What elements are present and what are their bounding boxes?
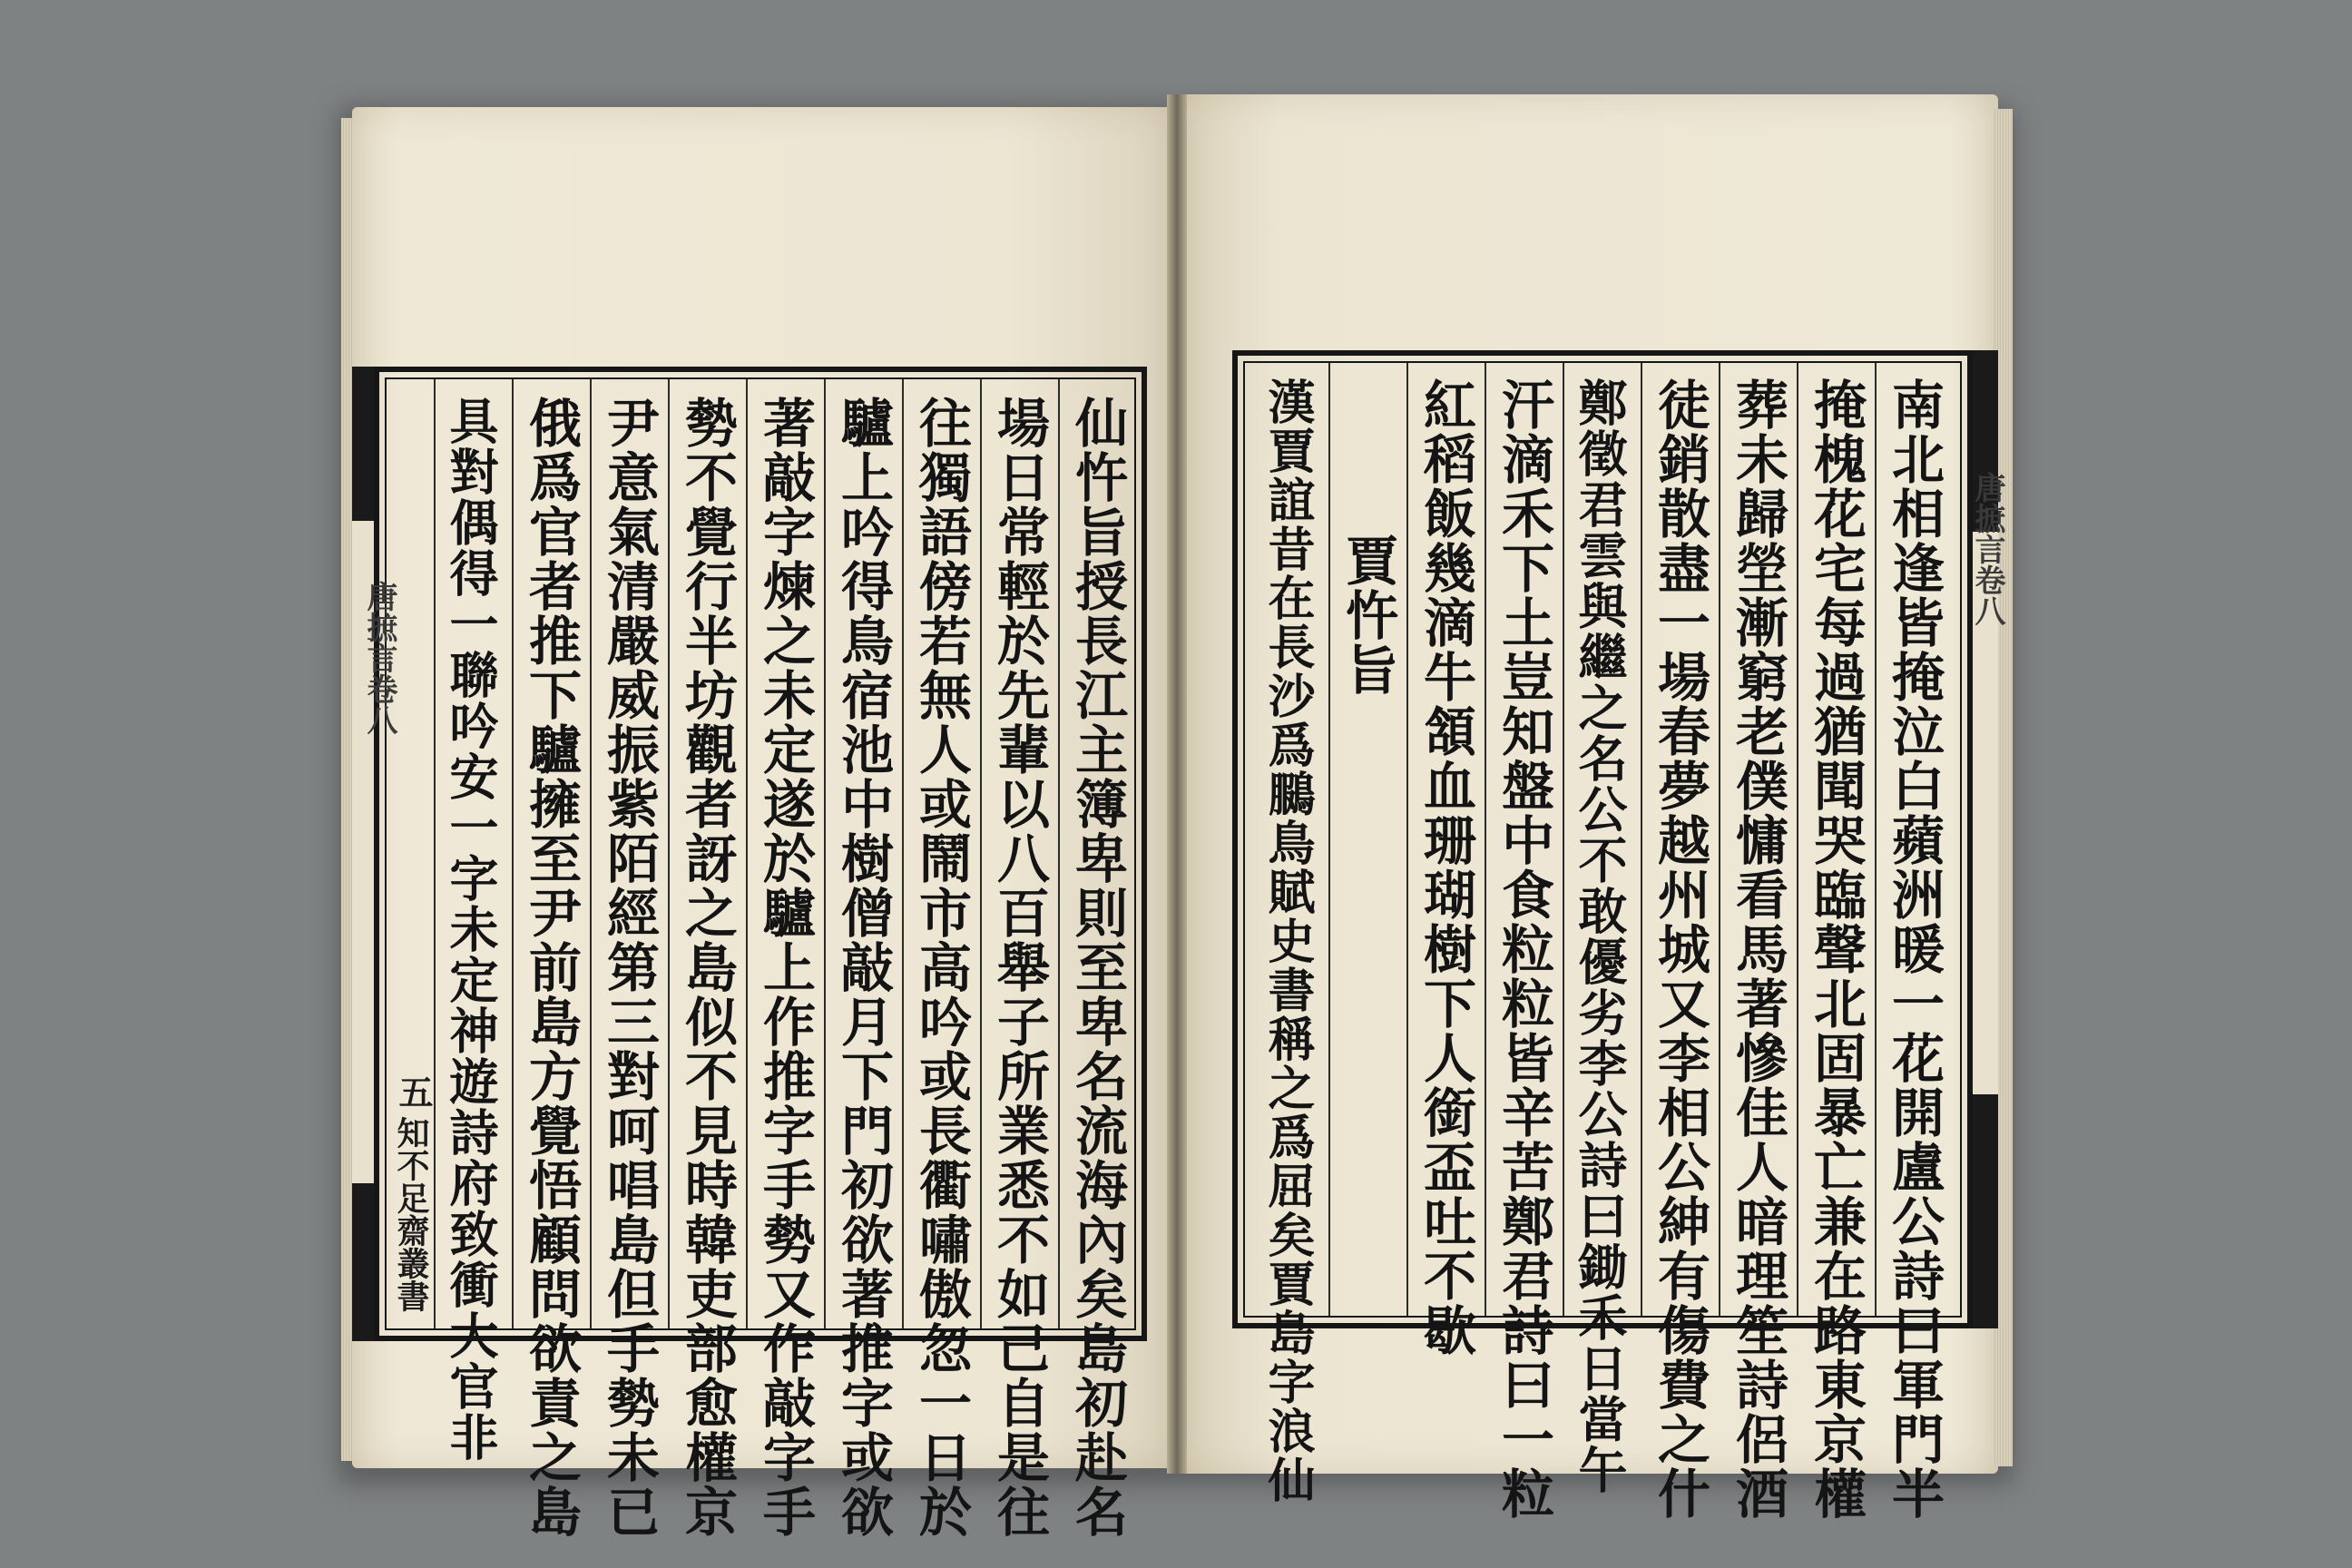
left-column-3: 往獨語傍若無人或鬧市高吟或長衢嘯傲忽一日於	[910, 396, 972, 1539]
column-rule	[1563, 363, 1564, 1316]
right-column-1: 南北相逢皆掩泣白蘋洲暖一花開盧公詩曰軍門半	[1883, 377, 1945, 1521]
column-rule	[1058, 379, 1060, 1328]
column-rule	[1719, 363, 1720, 1316]
book-gutter	[1167, 94, 1187, 1474]
column-rule	[1641, 363, 1642, 1316]
section-heading: 賈忤旨	[1337, 534, 1398, 697]
column-rule	[746, 379, 748, 1328]
column-rule	[902, 379, 904, 1328]
right-margin-title: 唐摭言卷八	[1969, 472, 2005, 626]
column-rule	[668, 379, 670, 1328]
right-column-7: 紅稻飯幾滴牛頷血珊瑚樹下人銜盃吐不歇	[1415, 377, 1476, 1357]
left-column-7: 尹意氣清嚴威振紫陌經第三對呵唱島但手勢未已	[598, 396, 660, 1539]
left-column-1: 仙忤旨授長江主簿卑則至卑名流海內矣島初赴名	[1066, 396, 1128, 1539]
right-column-6: 汗滴禾下土豈知盤中食粒粒皆辛苦鄭君詩曰一粒	[1493, 377, 1554, 1521]
right-column-3: 葬未歸塋漸窮老僕慵看馬著慘佳人暗理笙詩侶酒	[1727, 377, 1788, 1521]
column-rule	[590, 379, 592, 1328]
printer-imprint: 知不足齋叢書	[392, 1116, 430, 1312]
column-rule	[1485, 363, 1486, 1316]
right-column-9: 漢賈誼昔在長沙爲鵩鳥賦史書稱之爲屈矣賈島字浪仙	[1259, 377, 1315, 1504]
page-number: 五	[393, 1074, 434, 1109]
right-column-2: 掩槐花宅每過猶聞哭臨聲北固暴亡兼在路東京權	[1805, 377, 1867, 1521]
column-rule	[512, 379, 514, 1328]
left-column-5: 著敲字煉之未定遂於驢上作推字手勢又作敲字手	[754, 396, 816, 1539]
left-column-8: 俄爲官者推下驢擁至尹前島方覺悟顧問欲責之島	[520, 396, 582, 1539]
column-rule	[1875, 363, 1877, 1316]
column-rule	[980, 379, 982, 1328]
column-rule	[1328, 363, 1330, 1316]
right-column-5: 鄭徵君雲與繼之名公不敢優劣李公詩曰鋤禾日當午	[1571, 377, 1629, 1495]
column-rule	[824, 379, 826, 1328]
left-column-6: 勢不覺行半坊觀者訝之島似不見時韓吏部愈權京	[676, 396, 738, 1539]
left-column-2: 場日常輕於先輩以八百舉子所業悉不如己自是往	[988, 396, 1050, 1539]
left-column-4: 驢上吟得鳥宿池中樹僧敲月下門初欲著推字或欲	[832, 396, 894, 1539]
column-rule	[1797, 363, 1798, 1316]
left-column-9: 具對偶得一聯吟安一字未定神遊詩府致衝大官非	[442, 396, 500, 1463]
right-column-4: 徒銷散盡一場春夢越州城又李相公紳有傷費之什	[1649, 377, 1710, 1521]
left-margin-title: 唐摭言卷八	[361, 581, 397, 735]
column-rule	[1406, 363, 1408, 1316]
